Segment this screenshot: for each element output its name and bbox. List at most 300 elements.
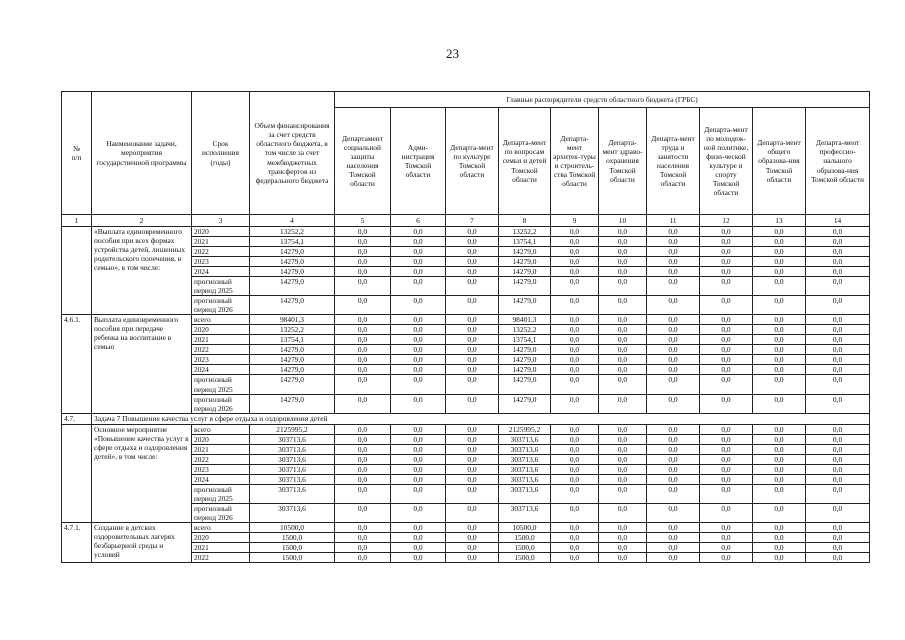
value-cell: 0,0 (700, 474, 753, 484)
value-cell: 0,0 (335, 375, 391, 394)
value-cell: 0,0 (551, 394, 599, 413)
value-cell: 0,0 (446, 247, 499, 257)
value-cell: 0,0 (446, 315, 499, 325)
value-cell: 0,0 (700, 296, 753, 315)
value-cell: 0,0 (700, 484, 753, 503)
value-cell: 0,0 (599, 484, 647, 503)
value-cell: 303713,6 (499, 474, 551, 484)
value-cell: 0,0 (599, 503, 647, 522)
header-dept-5: Департамент социальной защиты населения Томской области (335, 108, 391, 215)
value-cell: 0,0 (647, 257, 700, 267)
value-cell: 0,0 (391, 365, 446, 375)
value-cell: 14279,0 (499, 355, 551, 365)
item-number (62, 227, 92, 315)
value-cell: 0,0 (647, 315, 700, 325)
column-number: 12 (700, 215, 753, 227)
value-cell: 0,0 (551, 484, 599, 503)
value-cell: 0,0 (391, 237, 446, 247)
value-cell: 2125995,2 (499, 424, 551, 434)
value-cell: 0,0 (700, 237, 753, 247)
value-cell: 0,0 (446, 335, 499, 345)
table-row (62, 424, 870, 434)
value-cell: 0,0 (551, 227, 599, 237)
value-cell: 0,0 (700, 542, 753, 552)
value-cell: 0,0 (391, 315, 446, 325)
value-cell: 0,0 (335, 484, 391, 503)
value-cell: 0,0 (806, 454, 870, 464)
value-cell: 0,0 (446, 553, 499, 563)
value-cell: 0,0 (335, 257, 391, 267)
value-cell: 0,0 (647, 267, 700, 277)
value-cell: 0,0 (551, 296, 599, 315)
header-volume: Объем финансирования за счет средств областного бюджета, в том числе за счет межбюджетных трансфертов из федерального бюджета (250, 92, 335, 215)
value-cell: 0,0 (647, 394, 700, 413)
volume-cell: 14279,0 (250, 296, 335, 315)
item-number (62, 424, 92, 522)
value-cell: 0,0 (446, 296, 499, 315)
value-cell: 0,0 (391, 444, 446, 454)
value-cell: 14279,0 (499, 345, 551, 355)
volume-cell: 14279,0 (250, 345, 335, 355)
value-cell: 0,0 (700, 503, 753, 522)
value-cell: 0,0 (446, 365, 499, 375)
column-number: 14 (806, 215, 870, 227)
value-cell: 0,0 (551, 464, 599, 474)
volume-cell: 14279,0 (250, 375, 335, 394)
value-cell: 14279,0 (499, 394, 551, 413)
value-cell: 0,0 (335, 464, 391, 474)
item-name: Основное мероприятие «Повышение качества услуг в сфере отдыха и оздоровления детей», в том числе: (92, 424, 192, 522)
value-cell: 0,0 (599, 375, 647, 394)
header-num: № п/п (62, 92, 92, 215)
period-cell: 2023 (192, 355, 250, 365)
value-cell: 0,0 (806, 365, 870, 375)
value-cell: 0,0 (391, 247, 446, 257)
value-cell: 0,0 (551, 315, 599, 325)
value-cell: 0,0 (753, 394, 806, 413)
value-cell: 0,0 (599, 257, 647, 267)
value-cell: 0,0 (700, 532, 753, 542)
value-cell: 0,0 (335, 296, 391, 315)
column-number: 9 (551, 215, 599, 227)
value-cell: 14279,0 (499, 247, 551, 257)
value-cell: 0,0 (446, 542, 499, 552)
volume-cell: 2125995,2 (250, 424, 335, 434)
period-cell: прогнозный период 2026 (192, 503, 250, 522)
value-cell: 14279,0 (499, 365, 551, 375)
value-cell: 0,0 (647, 247, 700, 257)
item-name: «Выплата единовременного пособия при всех формах устройства детей, лишенных родительского попечения, в семью», в том числе: (92, 227, 192, 315)
value-cell: 0,0 (647, 484, 700, 503)
value-cell: 0,0 (446, 503, 499, 522)
period-cell: прогнозный период 2026 (192, 394, 250, 413)
value-cell: 0,0 (806, 237, 870, 247)
value-cell: 0,0 (446, 237, 499, 247)
value-cell: 0,0 (647, 375, 700, 394)
value-cell: 0,0 (753, 454, 806, 464)
value-cell: 0,0 (700, 227, 753, 237)
value-cell: 0,0 (391, 532, 446, 542)
value-cell: 0,0 (753, 296, 806, 315)
period-cell: прогнозный период 2026 (192, 296, 250, 315)
value-cell: 0,0 (391, 375, 446, 394)
value-cell: 0,0 (391, 296, 446, 315)
value-cell: 14279,0 (499, 296, 551, 315)
value-cell: 0,0 (551, 542, 599, 552)
value-cell: 14279,0 (499, 375, 551, 394)
value-cell: 0,0 (647, 365, 700, 375)
value-cell: 0,0 (391, 464, 446, 474)
value-cell: 0,0 (446, 532, 499, 542)
value-cell: 0,0 (335, 355, 391, 365)
value-cell: 0,0 (753, 424, 806, 434)
value-cell: 0,0 (551, 247, 599, 257)
value-cell: 0,0 (599, 522, 647, 532)
period-cell: 2022 (192, 553, 250, 563)
value-cell: 0,0 (446, 257, 499, 267)
value-cell: 0,0 (647, 444, 700, 454)
value-cell: 0,0 (335, 434, 391, 444)
period-cell: 2022 (192, 345, 250, 355)
value-cell: 0,0 (551, 434, 599, 444)
volume-cell: 13252,2 (250, 325, 335, 335)
value-cell: 0,0 (391, 394, 446, 413)
value-cell: 0,0 (551, 503, 599, 522)
value-cell: 0,0 (599, 474, 647, 484)
value-cell: 0,0 (700, 444, 753, 454)
value-cell: 0,0 (599, 532, 647, 542)
value-cell: 0,0 (599, 542, 647, 552)
value-cell: 0,0 (599, 237, 647, 247)
value-cell: 0,0 (335, 335, 391, 345)
value-cell: 0,0 (599, 335, 647, 345)
volume-cell: 13754,1 (250, 335, 335, 345)
column-number: 10 (599, 215, 647, 227)
value-cell: 0,0 (700, 434, 753, 444)
value-cell: 0,0 (446, 464, 499, 474)
value-cell: 13252,2 (499, 325, 551, 335)
value-cell: 10500,0 (499, 522, 551, 532)
value-cell: 0,0 (599, 444, 647, 454)
volume-cell: 14279,0 (250, 365, 335, 375)
value-cell: 0,0 (551, 553, 599, 563)
value-cell: 0,0 (551, 345, 599, 355)
value-cell: 0,0 (391, 424, 446, 434)
value-cell: 0,0 (446, 424, 499, 434)
value-cell: 0,0 (446, 484, 499, 503)
value-cell: 0,0 (647, 296, 700, 315)
value-cell: 0,0 (753, 237, 806, 247)
value-cell: 0,0 (599, 325, 647, 335)
value-cell: 0,0 (335, 424, 391, 434)
value-cell: 0,0 (335, 444, 391, 454)
column-number: 3 (192, 215, 250, 227)
period-cell: всего (192, 522, 250, 532)
column-number: 6 (391, 215, 446, 227)
value-cell: 13754,1 (499, 335, 551, 345)
value-cell: 0,0 (551, 522, 599, 532)
value-cell: 0,0 (599, 464, 647, 474)
header-dept-10: Департа-мент здраво-охранения Томской области (599, 108, 647, 215)
table-row (62, 315, 870, 325)
value-cell: 0,0 (391, 355, 446, 365)
value-cell: 0,0 (806, 355, 870, 365)
value-cell: 14279,0 (499, 267, 551, 277)
value-cell: 0,0 (391, 345, 446, 355)
value-cell: 0,0 (753, 522, 806, 532)
value-cell: 0,0 (335, 227, 391, 237)
value-cell: 0,0 (806, 394, 870, 413)
value-cell: 0,0 (753, 257, 806, 267)
value-cell: 0,0 (806, 553, 870, 563)
column-number: 11 (647, 215, 700, 227)
value-cell: 0,0 (446, 444, 499, 454)
value-cell: 0,0 (753, 532, 806, 542)
task-title: Задача 7 Повышение качества услуг в сфере отдыха и оздоровления детей (92, 413, 870, 424)
column-numbers-row (62, 215, 870, 227)
value-cell: 0,0 (753, 325, 806, 335)
value-cell: 0,0 (806, 277, 870, 296)
header-dept-8: Департа-мент по вопросам семьи и детей Томской области (499, 108, 551, 215)
value-cell: 0,0 (753, 434, 806, 444)
value-cell: 0,0 (700, 325, 753, 335)
value-cell: 0,0 (806, 484, 870, 503)
value-cell: 98401,3 (499, 315, 551, 325)
value-cell: 0,0 (753, 553, 806, 563)
value-cell: 0,0 (391, 257, 446, 267)
value-cell: 0,0 (806, 247, 870, 257)
value-cell: 0,0 (806, 434, 870, 444)
value-cell: 0,0 (335, 277, 391, 296)
value-cell: 0,0 (700, 454, 753, 464)
value-cell: 0,0 (335, 532, 391, 542)
value-cell: 13252,2 (499, 227, 551, 237)
value-cell: 0,0 (599, 355, 647, 365)
value-cell: 303713,6 (499, 444, 551, 454)
value-cell: 0,0 (753, 484, 806, 503)
value-cell: 0,0 (647, 553, 700, 563)
value-cell: 0,0 (647, 345, 700, 355)
value-cell: 0,0 (391, 335, 446, 345)
value-cell: 0,0 (806, 542, 870, 552)
value-cell: 0,0 (806, 296, 870, 315)
period-cell: 2021 (192, 542, 250, 552)
period-cell: 2023 (192, 464, 250, 474)
value-cell: 0,0 (551, 424, 599, 434)
value-cell: 0,0 (599, 247, 647, 257)
task-row (62, 413, 870, 424)
value-cell: 0,0 (599, 267, 647, 277)
value-cell: 0,0 (335, 474, 391, 484)
value-cell: 0,0 (806, 503, 870, 522)
value-cell: 0,0 (391, 454, 446, 464)
value-cell: 0,0 (551, 277, 599, 296)
value-cell: 0,0 (647, 424, 700, 434)
value-cell: 0,0 (753, 503, 806, 522)
header-dept-14: Департа-мент профессио-нального образова-ния Томской области (806, 108, 870, 215)
value-cell: 0,0 (335, 553, 391, 563)
volume-cell: 303713,6 (250, 454, 335, 464)
volume-cell: 303713,6 (250, 484, 335, 503)
value-cell: 0,0 (335, 454, 391, 464)
value-cell: 0,0 (753, 474, 806, 484)
value-cell: 0,0 (446, 345, 499, 355)
value-cell: 0,0 (599, 454, 647, 464)
value-cell: 0,0 (446, 277, 499, 296)
value-cell: 0,0 (806, 267, 870, 277)
value-cell: 0,0 (806, 424, 870, 434)
period-cell: всего (192, 424, 250, 434)
value-cell: 0,0 (647, 522, 700, 532)
value-cell: 0,0 (335, 325, 391, 335)
value-cell: 14279,0 (499, 277, 551, 296)
value-cell: 0,0 (599, 434, 647, 444)
value-cell: 0,0 (753, 542, 806, 552)
value-cell: 0,0 (446, 474, 499, 484)
value-cell: 0,0 (551, 325, 599, 335)
value-cell: 0,0 (753, 444, 806, 454)
period-cell: 2021 (192, 237, 250, 247)
value-cell: 0,0 (446, 267, 499, 277)
value-cell: 0,0 (647, 542, 700, 552)
table-row (62, 227, 870, 237)
value-cell: 0,0 (599, 553, 647, 563)
financing-table (61, 91, 870, 563)
value-cell: 0,0 (700, 365, 753, 375)
value-cell: 0,0 (391, 227, 446, 237)
value-cell: 0,0 (335, 247, 391, 257)
period-cell: 2020 (192, 532, 250, 542)
item-number: 4.7.1. (62, 522, 92, 562)
value-cell: 303713,6 (499, 484, 551, 503)
value-cell: 0,0 (806, 375, 870, 394)
column-number: 4 (250, 215, 335, 227)
value-cell: 0,0 (599, 296, 647, 315)
value-cell: 0,0 (551, 335, 599, 345)
value-cell: 0,0 (599, 227, 647, 237)
period-cell: 2024 (192, 365, 250, 375)
value-cell: 0,0 (391, 325, 446, 335)
value-cell: 0,0 (700, 394, 753, 413)
item-number: 4.6.1. (62, 315, 92, 413)
value-cell: 0,0 (391, 434, 446, 444)
value-cell: 0,0 (335, 394, 391, 413)
column-number: 2 (92, 215, 192, 227)
value-cell: 0,0 (753, 315, 806, 325)
value-cell: 0,0 (391, 474, 446, 484)
value-cell: 0,0 (599, 365, 647, 375)
value-cell: 0,0 (551, 257, 599, 267)
value-cell: 0,0 (599, 315, 647, 325)
volume-cell: 303713,6 (250, 434, 335, 444)
value-cell: 0,0 (753, 345, 806, 355)
value-cell: 0,0 (335, 267, 391, 277)
value-cell: 0,0 (806, 345, 870, 355)
value-cell: 0,0 (753, 335, 806, 345)
value-cell: 0,0 (753, 277, 806, 296)
value-cell: 0,0 (446, 394, 499, 413)
volume-cell: 10500,0 (250, 522, 335, 532)
value-cell: 0,0 (446, 325, 499, 335)
value-cell: 0,0 (806, 474, 870, 484)
value-cell: 0,0 (446, 522, 499, 532)
value-cell: 0,0 (753, 375, 806, 394)
header-grbs: Главные распорядители средств областного бюджета (ГРБС) (335, 92, 870, 108)
value-cell: 303713,6 (499, 464, 551, 474)
value-cell: 0,0 (700, 315, 753, 325)
value-cell: 0,0 (599, 394, 647, 413)
period-cell: 2020 (192, 434, 250, 444)
volume-cell: 1500,0 (250, 532, 335, 542)
header-dept-6: Адми-нистрация Томской области (391, 108, 446, 215)
value-cell: 0,0 (446, 454, 499, 464)
value-cell: 0,0 (647, 454, 700, 464)
value-cell: 0,0 (335, 542, 391, 552)
value-cell: 0,0 (335, 345, 391, 355)
column-number: 1 (62, 215, 92, 227)
volume-cell: 98401,3 (250, 315, 335, 325)
value-cell: 0,0 (446, 227, 499, 237)
value-cell: 1500,0 (499, 542, 551, 552)
period-cell: 2024 (192, 474, 250, 484)
value-cell: 0,0 (700, 464, 753, 474)
value-cell: 0,0 (700, 375, 753, 394)
value-cell: 303713,6 (499, 454, 551, 464)
period-cell: 2022 (192, 247, 250, 257)
value-cell: 0,0 (753, 247, 806, 257)
value-cell: 0,0 (806, 227, 870, 237)
value-cell: 0,0 (753, 227, 806, 237)
value-cell: 0,0 (700, 345, 753, 355)
volume-cell: 14279,0 (250, 394, 335, 413)
volume-cell: 13252,2 (250, 227, 335, 237)
table-row (62, 522, 870, 532)
value-cell: 0,0 (335, 503, 391, 522)
task-number: 4.7. (62, 413, 92, 424)
value-cell: 0,0 (647, 355, 700, 365)
value-cell: 0,0 (806, 315, 870, 325)
value-cell: 0,0 (700, 424, 753, 434)
column-number: 8 (499, 215, 551, 227)
value-cell: 0,0 (806, 335, 870, 345)
value-cell: 0,0 (753, 464, 806, 474)
value-cell: 0,0 (391, 553, 446, 563)
value-cell: 0,0 (806, 464, 870, 474)
value-cell: 0,0 (551, 532, 599, 542)
header-dept-9: Департа-мент архитек-туры и строитель-ства Томской области (551, 108, 599, 215)
value-cell: 0,0 (446, 434, 499, 444)
volume-cell: 14279,0 (250, 247, 335, 257)
value-cell: 0,0 (551, 355, 599, 365)
period-cell: всего (192, 315, 250, 325)
value-cell: 0,0 (753, 355, 806, 365)
header-dept-11: Департа-мент труда и занятости населения Томской области (647, 108, 700, 215)
value-cell: 303713,6 (499, 434, 551, 444)
value-cell: 0,0 (647, 503, 700, 522)
period-cell: прогнозный период 2025 (192, 375, 250, 394)
value-cell: 0,0 (647, 227, 700, 237)
value-cell: 0,0 (700, 247, 753, 257)
column-number: 7 (446, 215, 499, 227)
value-cell: 0,0 (391, 522, 446, 532)
value-cell: 0,0 (335, 315, 391, 325)
value-cell: 0,0 (700, 355, 753, 365)
value-cell: 0,0 (806, 257, 870, 267)
header-dept-12: Департа-мент по молодеж-ной политике, физи-ческой культуре и спорту Томской области (700, 108, 753, 215)
value-cell: 0,0 (446, 375, 499, 394)
volume-cell: 303713,6 (250, 474, 335, 484)
period-cell: 2021 (192, 444, 250, 454)
